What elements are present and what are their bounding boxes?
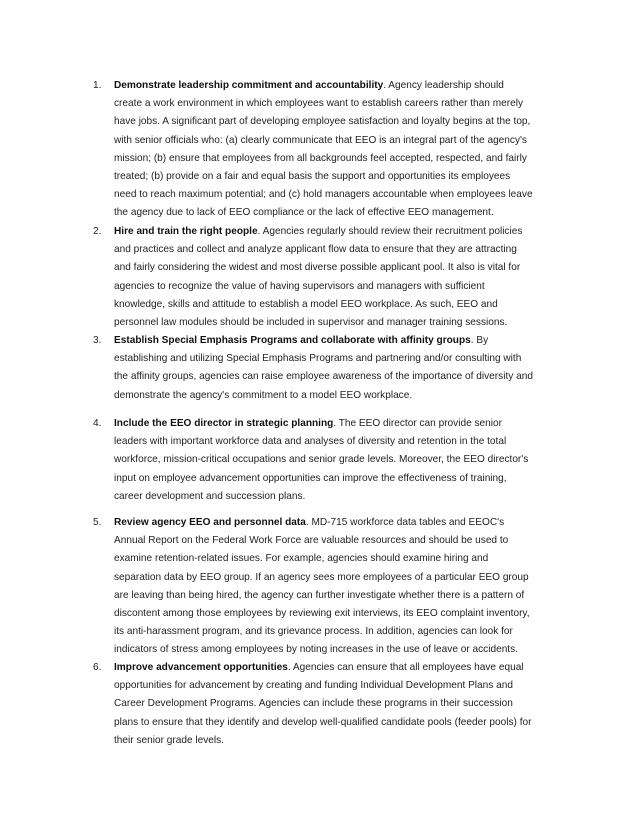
item-text: . MD-715 workforce data tables and EEOC's Annual Report on the Federal Work Force are valuable resources and should be used to examine retention-related issues. For example, agencies should examine hiring and separation data by EEO group. If an agency sees more employees of a particular EEO group are leaving than being hired, the agency can further investigate whether there is a pattern of discontent among those employees by reviewing exit interviews, its EEO complaint inventory, its anti-harassment program, and its grievance process. In addition, agencies can look for indicators of stress among employees by noting increases in the use of leave or accidents. — [114, 517, 530, 656]
item-heading: Demonstrate leadership commitment and accountability — [114, 80, 384, 91]
list-item — [93, 415, 533, 506]
item-number: 1. — [93, 80, 102, 91]
item-text: . By establishing and utilizing Special Emphasis Programs and partnering and/or consulting with the affinity groups, agencies can raise employee awareness of the importance of diversity and demonstrate the agency's commitment to a model EEO workplace. — [114, 335, 533, 401]
item-number: 3. — [93, 335, 102, 346]
item-heading: Improve advancement opportunities — [114, 662, 288, 673]
item-heading: Include the EEO director in strategic planning — [114, 418, 334, 429]
item-text: . Agencies can ensure that all employees have equal opportunities for advancement by creating and funding Individual Development Plans and Career Development Programs. Agencies can include these programs in their succession plans to ensure that they identify and develop well-qualified candidate pools (feeder pools) for their senior grade levels. — [114, 662, 532, 746]
item-number: 2. — [93, 226, 102, 237]
item-heading: Review agency EEO and personnel data — [114, 517, 306, 528]
list-item — [93, 332, 533, 405]
item-text: . Agencies regularly should review their recruitment policies and practices and collect and analyze applicant flow data to ensure that they are attracting and fairly considering the widest and most diverse possible applicant pool. It also is vital for agencies to recognize the value of having supervisors and managers with sufficient knowledge, skills and attitude to establish a model EEO workplace. As such, EEO and personnel law modules should be included in supervisor and manager training sessions. — [114, 226, 523, 329]
list-item — [93, 77, 533, 223]
list-item — [93, 223, 533, 332]
item-heading: Establish Special Emphasis Programs and collaborate with affinity groups — [114, 335, 471, 346]
item-text: . The EEO director can provide senior leaders with important workforce data and analyses of diversity and retention in the total workforce, mission-critical occupations and senior grade levels. Moreover, the EEO director's input on employee advancement opportunities can improve the effectiveness of training, career development and succession plans. — [114, 418, 529, 502]
list-item — [93, 514, 533, 660]
item-number: 5. — [93, 517, 102, 528]
item-text: . Agency leadership should create a work environment in which employees want to establish careers rather than merely have jobs. A significant part of developing employee satisfaction and loyalty begins at the top, with senior officials who: (a) clearly communicate that EEO is an integral part of the agency's mission; (b) ensure that employees from all backgrounds feel accepted, respected, and fairly treated; (b) provide on a fair and equal basis the support and opportunities its employees need to reach maximum potential; and (c) hold managers accountable when employees leave the agency due to lack of EEO compliance or the lack of effective EEO management. — [114, 80, 533, 219]
item-number: 4. — [93, 418, 102, 429]
item-number: 6. — [93, 662, 102, 673]
item-heading: Hire and train the right people — [114, 226, 258, 237]
list-item — [93, 659, 533, 750]
